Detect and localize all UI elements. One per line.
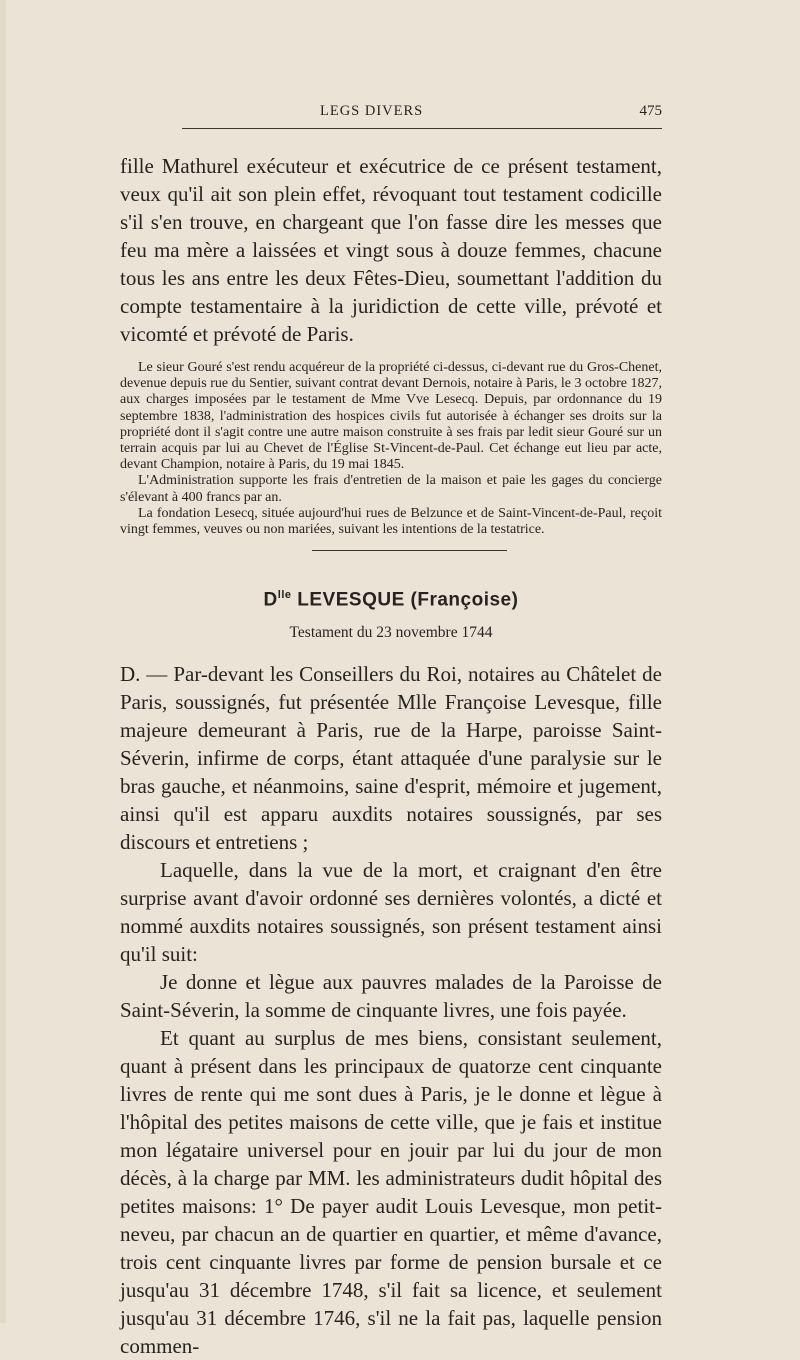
note-paragraph: La fondation Lesecq, située aujourd'hui rues de Belzunce et de Saint-Vincent-de-Paul, reçoit vingt femmes, veuves ou non mariées, suivant les intentions de la testatrice. [120,505,662,538]
testament-text [120,660,662,1360]
note-paragraph: Le sieur Gouré s'est rendu acquéreur de la propriété ci-dessus, ci-devant rue du Gros-Chenet, devenue depuis rue du Sentier, suivant contrat devant Dernois, notaire à Paris, le 3 octobre 1827, aux charges imposées par le testament de Mme Vve Lesecq. Depuis, par ordonnance du 19 septembre 1838, l'administration des hospices civils fut autorisée à échanger ses droits sur la propriété dont il s'agit contre une autre maison construite à ses frais par ledit sieur Gouré sur un terrain acquis par lui au Chevet de l'Église St-Vincent-de-Paul. Cet échange eut lieu par acte, devant Champion, notaire à Paris, du 19 mai 1845. [120,360,662,473]
act-paragraph: D. — Par-devant les Conseillers du Roi, notaires au Châtelet de Paris, soussignés, fut présentée Mlle Françoise Levesque, fille majeure demeurant à Paris, rue de la Harpe, paroisse Saint-Séverin, infirme de corps, étant attaquée d'une paralysie sur le bras gauche, et néanmoins, saine d'esprit, mémoire et jugement, ainsi qu'il est apparu auxdits notaires soussignés, par ses discours et entretiens ; [120,661,662,854]
section-title-sup: lle [277,589,292,602]
section-title-rest: LEVESQUE (Françoise) [291,589,519,611]
act-paragraph: Et quant au surplus de mes biens, consistant seulement, quant à présent dans les principaux de quatorze cent cinquante livres de rente qui me sont dues à Paris, je le donne et lègue à l'hôpital des petites maisons de cette ville, que je fais et institue mon légataire universel pour en jouir par lui du jour de mon décès, à la charge par MM. les administrateurs dudit hôpital des petites maisons: 1° De payer audit Louis Levesque, mon petit-neveu, par chacun an de quartier en quartier, et même d'avance, trois cent cinquante livres par forme de pension bursale et ce jusqu'au 31 décembre 1748, s'il fait sa licence, et seulement jusqu'au 31 décembre 1746, s'il ne la fait pas, laquelle pension commen- [120,1025,662,1358]
header-rule [182,128,662,129]
note-paragraph: L'Administration supporte les frais d'entretien de la maison et paie les gages du concierge s'élevant à 400 francs par an. [120,473,662,505]
section-title-prefix: D [263,589,278,611]
section-title [120,589,662,611]
act-paragraph: Laquelle, dans la vue de la mort, et craignant d'en être surprise avant d'avoir ordonné ses dernières volontés, a dicté et nommé auxdits notaires soussignés, son présent testament ainsi qu'il suit: [120,857,662,966]
act-paragraph: Je donne et lègue aux pauvres malades de la Paroisse de Saint-Séverin, la somme de cinquante livres, une fois payée. [120,969,662,1022]
page-edge [0,0,6,1323]
intro-paragraph: fille Mathurel exécuteur et exécutrice de ce présent testament, veux qu'il ait son plein effet, révoquant tout testament codicille s'il s'en trouve, en chargeant que l'on fasse dire les messes que feu ma mère a laissées et vingt sous à douze femmes, chacune tous les ans entre les deux Fêtes-Dieu, soumettant l'addition du compte testamentaire à la juridiction de cette ville, prévoté et vicomté et prévoté de Paris. [120,154,662,346]
running-title: LEGS DIVERS [320,103,424,119]
section-subtitle: Testament du 23 novembre 1744 [289,623,493,641]
page-number: 475 [639,103,662,119]
page-body [120,152,662,1360]
notes-block [120,360,662,538]
section-divider [312,550,507,551]
page-header [120,103,662,123]
